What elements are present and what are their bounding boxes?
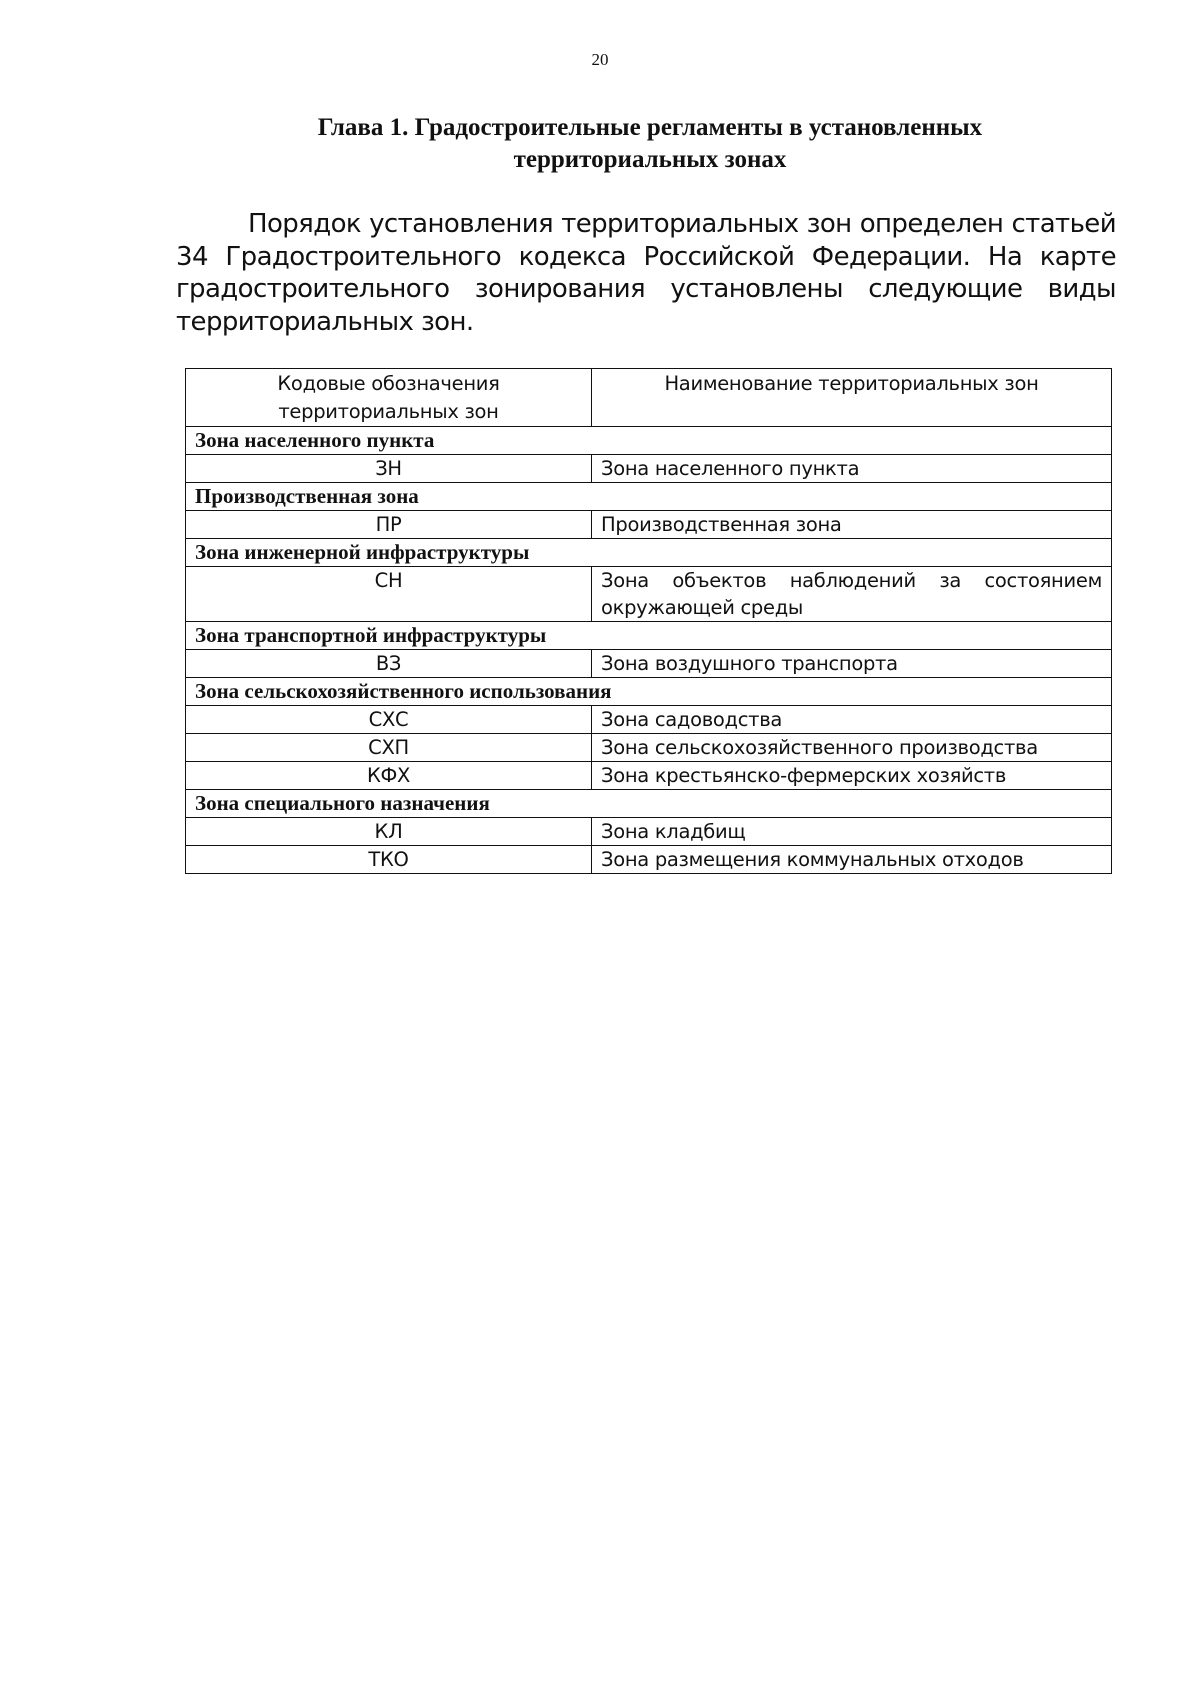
zone-name: Зона крестьянско-фермерских хозяйств [592,762,1112,790]
table-row [186,650,1112,678]
table-row [186,706,1112,734]
zone-group-title: Зона инженерной инфраструктуры [186,539,1112,567]
chapter-heading-line-1: Глава 1. Градостроительные регламенты в установленных [317,114,983,141]
zone-code: ЗН [186,455,592,483]
zone-group-row [186,539,1112,567]
zone-code: КФХ [186,762,592,790]
zone-group-row [186,483,1112,511]
table-row [186,567,1112,622]
chapter-heading-line-2: территориальных зонах [513,146,787,173]
table-row [186,818,1112,846]
zone-name: Зона воздушного транспорта [592,650,1112,678]
table-row [186,511,1112,539]
zone-group-title: Зона населенного пункта [186,427,1112,455]
header-code: Кодовые обозначения территориальных зон [186,369,592,427]
zone-code: СН [186,567,592,622]
territorial-zones-table [185,368,1112,874]
zone-code: СХП [186,734,592,762]
zone-name: Зона объектов наблюдений за состоянием окружающей среды [592,567,1112,622]
zone-code: СХС [186,706,592,734]
zone-code: КЛ [186,818,592,846]
zone-name: Зона размещения коммунальных отходов [592,846,1112,874]
table-row [186,762,1112,790]
zone-group-row [186,678,1112,706]
zone-group-row [186,622,1112,650]
table-body [186,427,1112,874]
zone-group-row [186,427,1112,455]
table-header-row [186,369,1112,427]
table-row [186,846,1112,874]
zone-group-title: Зона сельскохозяйственного использования [186,678,1112,706]
zone-name: Производственная зона [592,511,1112,539]
intro-paragraph: Порядок установления территориальных зон определен статьей 34 Градостроительного кодекса Российской Федерации. На карте градостроительного зонирования установлены следующие виды территориальных зон. [176,209,1116,337]
zone-code: ВЗ [186,650,592,678]
zone-name: Зона сельскохозяйственного производства [592,734,1112,762]
table-row [186,734,1112,762]
zone-group-row [186,790,1112,818]
zone-code: ПР [186,511,592,539]
page-number: 20 [591,50,609,69]
zone-group-title: Производственная зона [186,483,1112,511]
chapter-heading [180,112,1120,176]
zone-name: Зона населенного пункта [592,455,1112,483]
zone-code: ТКО [186,846,592,874]
zone-name: Зона кладбищ [592,818,1112,846]
zone-group-title: Зона специального назначения [186,790,1112,818]
table-row [186,455,1112,483]
zone-group-title: Зона транспортной инфраструктуры [186,622,1112,650]
zone-name: Зона садоводства [592,706,1112,734]
header-name: Наименование территориальных зон [592,369,1112,427]
